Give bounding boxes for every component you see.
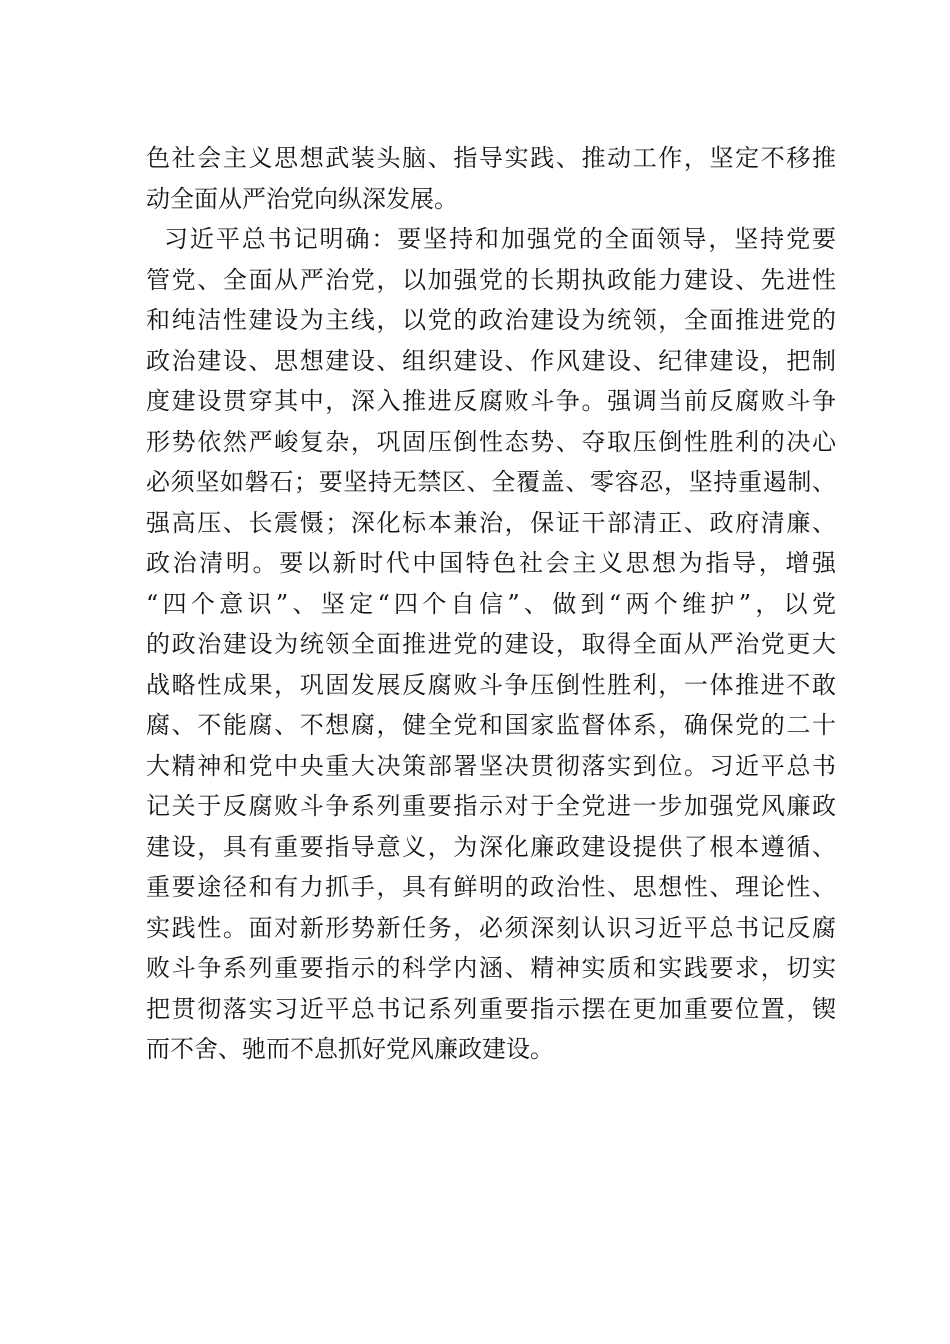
text-line: 大精神和党中央重大决策部署坚决贯彻落实到位。习近平总书 — [146, 751, 836, 780]
text-line: 政治清明。要以新时代中国特色社会主义思想为指导，增强 — [146, 549, 836, 577]
text-line: 必须坚如磐石；要坚持无禁区、全覆盖、零容忍，坚持重遏制、 — [146, 468, 836, 496]
text-line: 腐、不能腐、不想腐，健全党和国家监督体系，确保党的二十 — [146, 711, 836, 739]
text-line: “四个意识”、坚定“四个自信”、做到“两个维护”，以党 — [146, 589, 836, 618]
text-line: 和纯洁性建设为主线，以党的政治建设为统领，全面推进党的 — [146, 306, 836, 334]
text-line: 管党、全面从严治党，以加强党的长期执政能力建设、先进性 — [146, 265, 836, 294]
text-line: 实践性。面对新形势新任务，必须深刻认识习近平总书记反腐 — [146, 913, 836, 942]
text-line: 度建设贯穿其中，深入推进反腐败斗争。强调当前反腐败斗争 — [146, 387, 836, 415]
text-line: 败斗争系列重要指示的科学内涵、精神实质和实践要求，切实 — [146, 954, 836, 982]
text-line: 建设，具有重要指导意义，为深化廉政建设提供了根本遵循、 — [146, 832, 836, 861]
text-line: 战略性成果，巩固发展反腐败斗争压倒性胜利，一体推进不敢 — [146, 670, 836, 699]
text-line: 的政治建设为统领全面推进党的建设，取得全面从严治党更大 — [146, 630, 836, 658]
text-line: 把贯彻落实习近平总书记系列重要指示摆在更加重要位置，锲 — [146, 994, 836, 1023]
text-line: 动全面从严治党向纵深发展。 — [146, 184, 458, 213]
paragraph-first-line: 习近平总书记明确：要坚持和加强党的全面领导，坚持党要 — [164, 225, 836, 253]
body-text — [146, 138, 836, 1070]
text-line: 色社会主义思想武装头脑、指导实践、推动工作，坚定不移推 — [146, 144, 836, 172]
text-line: 政治建设、思想建设、组织建设、作风建设、纪律建设，把制 — [146, 346, 836, 375]
text-line: 形势依然严峻复杂，巩固压倒性态势、夺取压倒性胜利的决心 — [146, 427, 836, 456]
text-line: 强高压、长震慑；深化标本兼治，保证干部清正、政府清廉、 — [146, 508, 836, 537]
text-line: 而不舍、驰而不息抓好党风廉政建设。 — [146, 1035, 554, 1063]
text-line: 重要途径和有力抓手，具有鲜明的政治性、思想性、理论性、 — [146, 873, 836, 901]
text-line: 记关于反腐败斗争系列重要指示对于全党进一步加强党风廉政 — [146, 792, 836, 820]
